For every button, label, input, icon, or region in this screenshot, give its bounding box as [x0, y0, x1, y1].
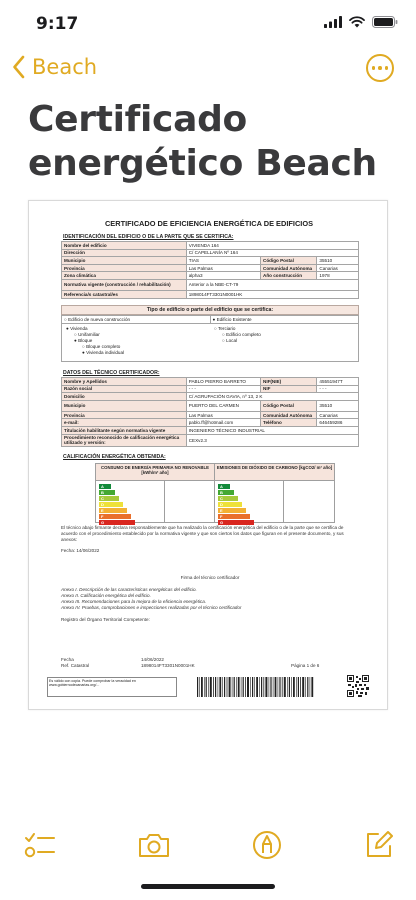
page-number: Página 1 de 6	[291, 663, 320, 668]
status-time: 9:17	[36, 14, 79, 34]
checklist-icon	[24, 830, 56, 860]
table-cell: Código Postal	[261, 257, 317, 265]
signature-label: Firma del técnico certificador	[180, 575, 240, 580]
table-cell: Las Palmas	[186, 411, 260, 419]
list-item: ○ Edificio completo	[222, 331, 261, 337]
rating-column-header: EMISIONES DE DIÓXIDO DE CARBONO [kgCO2/ m² año]	[215, 464, 334, 481]
table-cell: Las Palmas	[186, 264, 260, 272]
table-cell: NIF(NIE)	[261, 378, 317, 386]
rating-divider	[283, 481, 284, 522]
bottom-toolbar	[0, 820, 416, 870]
table-cell: Anterior a la NBE-CT-79	[186, 279, 358, 290]
table-cell: Provincia	[62, 264, 187, 272]
camera-icon	[137, 830, 171, 860]
markup-button[interactable]	[251, 830, 283, 865]
rating-heading: CALIFICACIÓN ENERGÉTICA OBTENIDA:	[63, 454, 166, 460]
rating-bar-d: D	[99, 502, 123, 507]
table-cell: e-mail:	[62, 419, 187, 427]
new-building-option: Edificio de nueva construcción	[68, 316, 131, 322]
footer-row	[61, 663, 359, 669]
table-cell: Normativa vigente (construcción / rehabilitación)	[62, 279, 187, 290]
compose-button[interactable]	[364, 830, 394, 865]
rating-bar-d: D	[218, 502, 242, 507]
list-item: ○ Bloque completo	[82, 344, 121, 350]
co2-emissions-rating	[215, 463, 335, 523]
table-row	[62, 264, 359, 272]
table-cell: alpha3	[186, 272, 260, 280]
table-cell: 646459286	[317, 419, 359, 427]
verification-box	[47, 677, 177, 697]
signature-section	[61, 575, 359, 581]
document-title: CERTIFICADO DE EFICIENCIA ENERGÉTICA DE EDIFICIOS	[104, 219, 314, 228]
technician-heading: DATOS DEL TÉCNICO CERTIFICADOR:	[63, 370, 160, 376]
option-label: Bloque completo	[86, 344, 121, 350]
home-indicator[interactable]	[141, 884, 275, 889]
more-options-button[interactable]	[366, 54, 394, 82]
table-row	[62, 400, 359, 411]
list-item: ○ Local	[222, 338, 238, 343]
rating-tables	[95, 463, 359, 523]
barcode	[197, 677, 337, 697]
chevron-left-icon	[12, 55, 26, 79]
rating-bar-a: A	[218, 484, 230, 489]
table-cell: - - -	[186, 385, 260, 393]
table-row	[62, 272, 359, 280]
rating-bar-b: B	[99, 490, 115, 495]
rating-bar-g: G	[218, 520, 254, 525]
identification-section	[61, 233, 359, 299]
footer-value: 14/06/2022	[141, 657, 164, 662]
table-row	[62, 316, 359, 324]
list-item: ○ Unifamiliar	[74, 331, 100, 337]
table-cell: 35510	[317, 400, 359, 411]
ellipsis-dot	[385, 66, 389, 70]
identification-table	[61, 241, 359, 299]
rating-bar-b: B	[218, 490, 234, 495]
table-cell: Dirección	[62, 249, 187, 257]
technician-table	[61, 377, 359, 447]
rating-bar-f: F	[99, 514, 131, 519]
building-type-options	[61, 324, 359, 362]
annexes-section	[61, 587, 359, 623]
declaration-date: Fecha: 14/06/2022	[61, 548, 100, 553]
annex-item: Anexo IV. Pruebas, comprobaciones e inspecciones realizadas por el técnico certificador	[61, 605, 242, 610]
navigation-bar	[0, 50, 416, 90]
camera-button[interactable]	[137, 830, 171, 865]
option-label: Bloque	[78, 338, 93, 343]
table-cell: ○ Edificio de nueva construcción	[62, 316, 211, 324]
list-item: ● Vivienda individual	[82, 350, 125, 356]
status-bar	[0, 0, 416, 46]
table-cell: 1978	[317, 272, 359, 280]
table-cell: Canarias	[317, 411, 359, 419]
option-label: Terciario	[218, 325, 236, 331]
table-row	[62, 257, 359, 265]
footer-value: 1898014FT3301N0001HK	[141, 663, 195, 668]
back-button[interactable]	[12, 55, 97, 79]
table-cell: ● Edificio Existente	[210, 316, 359, 324]
table-cell: pablo.ff@hotmail.com	[186, 419, 260, 427]
table-cell: 45551947T	[317, 378, 359, 386]
existing-building-option: Edificio Existente	[216, 316, 252, 322]
list-item: ○ Terciario	[214, 325, 236, 331]
identification-heading: IDENTIFICACIÓN DEL EDIFICIO O DE LA PARTE QUE SE CERTIFICA:	[63, 234, 234, 240]
table-row	[62, 279, 359, 290]
declaration-text: El técnico abajo firmante declara responsablemente que ha realizado la certificación energética del edificio o de la parte que se certifica de acuerdo con el procedimiento establecido por la normativa vigente y que son ciertos los datos que figuran en el presente documento, y sus anexos:	[61, 525, 344, 542]
rating-section	[61, 453, 359, 523]
table-cell: Nombre y Apellidos	[62, 378, 187, 386]
table-cell: Comunidad Autónoma	[261, 411, 317, 419]
wifi-icon	[349, 16, 365, 28]
back-label: Beach	[32, 55, 98, 79]
table-cell: Procedimiento reconocido de calificación energética utilizado y versión:	[62, 434, 187, 447]
table-row	[62, 385, 359, 393]
rating-bar-g: G	[99, 520, 135, 525]
tertiary-options	[214, 326, 261, 345]
markup-pen-icon	[251, 830, 283, 860]
compose-icon	[364, 830, 394, 860]
table-row	[62, 434, 359, 447]
scanned-document-attachment[interactable]	[28, 200, 388, 710]
table-cell: Razón social	[62, 385, 187, 393]
table-row	[62, 393, 359, 401]
table-row	[62, 249, 359, 257]
building-type-section	[61, 305, 359, 362]
document-footer	[61, 657, 359, 669]
table-row	[62, 411, 359, 419]
table-cell: CEXv2.3	[186, 434, 358, 447]
table-cell: Provincia	[62, 411, 187, 419]
rating-scale	[99, 484, 135, 526]
table-cell: Canarias	[317, 264, 359, 272]
rating-bar-c: C	[99, 496, 119, 501]
list-item: ● Bloque	[74, 338, 93, 343]
option-label: Local	[226, 338, 238, 343]
energy-consumption-rating	[95, 463, 215, 523]
rating-bar-a: A	[99, 484, 111, 489]
rating-bar-c: C	[218, 496, 238, 501]
rating-column-header: CONSUMO DE ENERGÍA PRIMARIA NO RENOVABLE [kWh/m² año]	[96, 464, 214, 481]
table-cell: C/ AGRUPACIÓN GAVIA, nº 13, 2 K	[186, 393, 358, 401]
building-type-table	[61, 315, 359, 324]
table-cell: Nombre del edificio	[62, 242, 187, 250]
ellipsis-dot	[378, 66, 382, 70]
table-cell: INGENIERO TÉCNICO INDUSTRIAL	[186, 426, 358, 434]
table-cell: Zona climática	[62, 272, 187, 280]
technician-section	[61, 369, 359, 447]
table-cell: VIVIENDA 164	[186, 242, 358, 250]
rating-bar-e: E	[218, 508, 246, 513]
cellular-signal-icon	[324, 16, 342, 28]
residential-options	[66, 326, 124, 357]
table-row	[62, 242, 359, 250]
note-title[interactable]: Certificado energético Beach	[28, 99, 377, 184]
checklist-button[interactable]	[24, 830, 56, 865]
ellipsis-icon	[372, 66, 376, 70]
table-cell: 35510	[317, 257, 359, 265]
option-label: Vivienda individual	[86, 350, 125, 356]
table-cell: C/ CAPELLANÍA Nº 164	[186, 249, 358, 257]
table-cell: Año construcción	[261, 272, 317, 280]
table-cell: - - -	[317, 385, 359, 393]
building-type-heading: Tipo de edificio o parte del edificio que se certifica:	[61, 305, 359, 315]
table-cell: PUERTO DEL CARMEN	[186, 400, 260, 411]
table-row	[62, 419, 359, 427]
list-item: ● Vivienda	[66, 325, 88, 331]
table-cell: TIAS	[186, 257, 260, 265]
rating-scale	[218, 484, 254, 526]
option-label: Edificio completo	[226, 331, 261, 337]
table-cell: 1898014FT3301N0001HK	[186, 290, 358, 298]
status-icons	[324, 16, 398, 28]
footer-label: Fecha	[61, 657, 74, 662]
annex-item: Anexo III. Recomendaciones para la mejora de la eficiencia energética.	[61, 599, 207, 604]
table-cell: Referencia/s catastral/es	[62, 290, 187, 298]
table-cell: NIF	[261, 385, 317, 393]
qr-code	[347, 675, 369, 697]
registry-label: Registro del Órgano Territorial Competente:	[61, 617, 150, 622]
table-row	[62, 426, 359, 434]
table-cell: Titulación habilitante según normativa vigente	[62, 426, 187, 434]
option-label: Unifamiliar	[78, 331, 100, 337]
table-cell: Código Postal	[261, 400, 317, 411]
rating-bar-e: E	[99, 508, 127, 513]
option-label: Vivienda	[70, 325, 88, 331]
table-row	[62, 378, 359, 386]
battery-icon	[372, 16, 398, 28]
table-cell: Domicilio	[62, 393, 187, 401]
annex-item: Anexo II. Calificación energética del edificio.	[61, 593, 151, 598]
annex-item: Anexo I. Descripción de las características energéticas del edificio.	[61, 587, 197, 592]
table-cell: PABLO PIERRO BARRETO	[186, 378, 260, 386]
table-cell: Municipio	[62, 257, 187, 265]
table-cell: Comunidad Autónoma	[261, 264, 317, 272]
rating-bar-f: F	[218, 514, 250, 519]
table-cell: Teléfono	[261, 419, 317, 427]
verification-text: Es válido con copia. Puede comprobar la veracidad en www.gobiernodecanarias.org/...	[49, 679, 136, 688]
declaration-section	[61, 525, 359, 554]
table-cell: Municipio	[62, 400, 187, 411]
rating-divider	[164, 481, 165, 522]
table-row	[62, 290, 359, 298]
footer-label: Ref. Catastral	[61, 663, 90, 668]
